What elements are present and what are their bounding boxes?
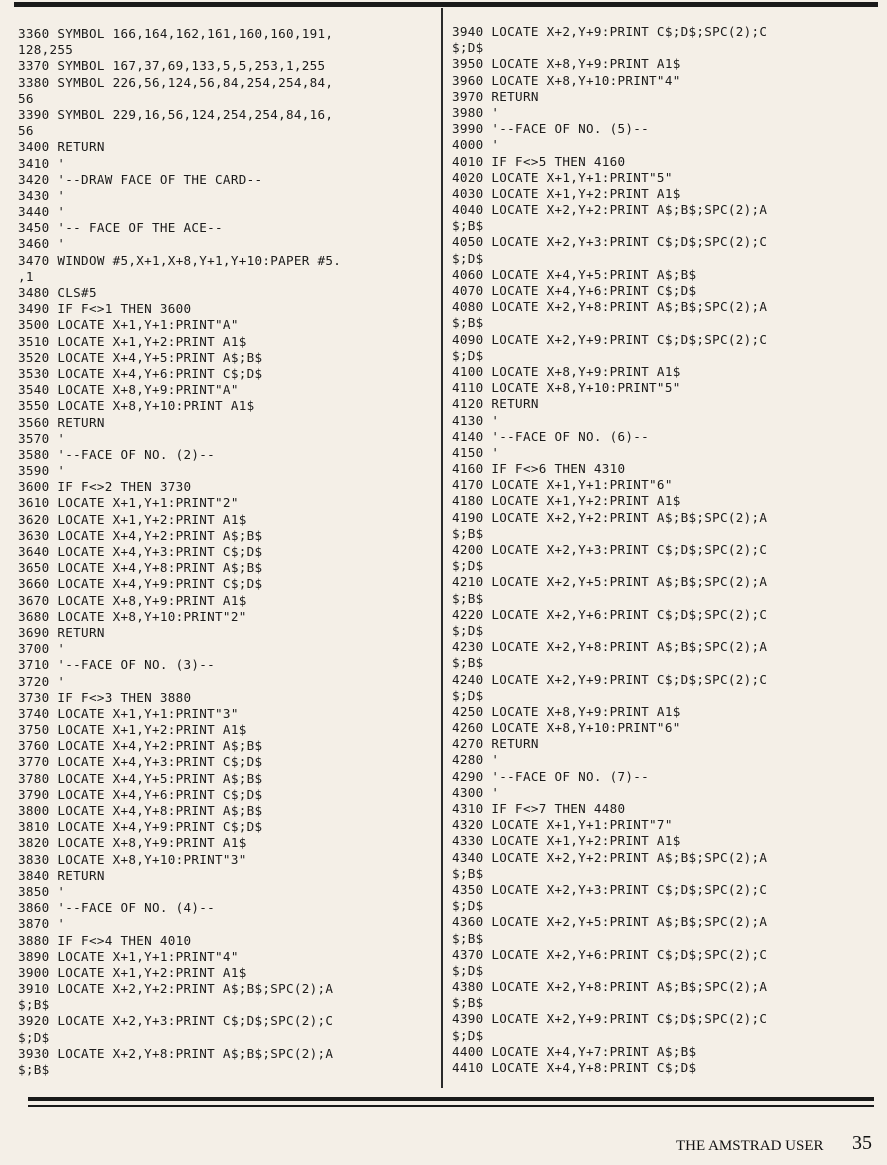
code-line: 4150 '	[452, 444, 500, 460]
code-line: 3840 RETURN	[18, 867, 105, 883]
code-line: 3900 LOCATE X+1,Y+2:PRINT A1$	[18, 964, 247, 980]
code-line: 4230 LOCATE X+2,Y+8:PRINT A$;B$;SPC(2);A	[452, 639, 768, 655]
code-line: 4290 '--FACE OF NO. (7)--	[452, 768, 650, 784]
code-line: $;B$	[18, 1062, 50, 1077]
code-line: 3880 IF F<>4 THEN 4010	[18, 932, 192, 948]
code-line: 3500 LOCATE X+1,Y+1:PRINT"A"	[18, 317, 239, 333]
code-line: 4090 LOCATE X+2,Y+9:PRINT C$;D$;SPC(2);C	[452, 331, 768, 347]
code-line: 3490 IF F<>1 THEN 3600	[18, 301, 192, 317]
code-line: $;D$	[452, 250, 484, 266]
code-line: 3860 '--FACE OF NO. (4)--	[18, 900, 216, 916]
code-line: 4200 LOCATE X+2,Y+3:PRINT C$;D$;SPC(2);C	[452, 542, 768, 557]
code-line: 4240 LOCATE X+2,Y+9:PRINT C$;D$;SPC(2);C	[452, 671, 768, 687]
code-line: 4260 LOCATE X+8,Y+10:PRINT"6"	[452, 720, 681, 736]
code-line: 3930 LOCATE X+2,Y+8:PRINT A$;B$;SPC(2);A	[18, 1045, 334, 1061]
code-line: 4390 LOCATE X+2,Y+9:PRINT C$;D$;SPC(2);C	[452, 1011, 768, 1027]
code-line: 4340 LOCATE X+2,Y+2:PRINT A$;B$;SPC(2);A	[452, 849, 768, 865]
code-line: 3410 '	[18, 155, 66, 171]
code-line: 3660 LOCATE X+4,Y+9:PRINT C$;D$	[18, 576, 263, 592]
code-line: 4380 LOCATE X+2,Y+8:PRINT A$;B$;SPC(2);A	[452, 979, 768, 995]
code-line: 3420 '--DRAW FACE OF THE CARD--	[18, 171, 263, 187]
code-line: 4210 LOCATE X+2,Y+5:PRINT A$;B$;SPC(2);A	[452, 574, 768, 590]
listing-left-column	[18, 26, 436, 1078]
code-line: 3830 LOCATE X+8,Y+10:PRINT"3"	[18, 851, 247, 867]
code-line: $;D$	[18, 1029, 50, 1045]
code-line: $;B$	[452, 315, 484, 331]
code-line: 3610 LOCATE X+1,Y+1:PRINT"2"	[18, 495, 239, 511]
code-line: 4170 LOCATE X+1,Y+1:PRINT"6"	[452, 477, 673, 493]
code-line: $;D$	[452, 962, 484, 978]
code-line: 4310 IF F<>7 THEN 4480	[452, 801, 626, 816]
code-line: 3590 '	[18, 463, 66, 479]
code-line: 3720 '	[18, 673, 66, 689]
code-line: $;D$	[452, 1027, 484, 1043]
code-line: $;B$	[452, 865, 484, 881]
code-line: 3540 LOCATE X+8,Y+9:PRINT"A"	[18, 382, 239, 398]
code-line: $;B$	[452, 655, 484, 671]
listing-right-column	[452, 24, 882, 1076]
code-line: 3910 LOCATE X+2,Y+2:PRINT A$;B$;SPC(2);A	[18, 981, 334, 997]
code-line: 3370 SYMBOL 167,37,69,133,5,5,253,1,255	[18, 58, 326, 74]
code-line: 56	[18, 90, 34, 106]
code-line: 3990 '--FACE OF NO. (5)--	[452, 121, 650, 137]
page-number: 35	[852, 1132, 872, 1154]
code-line: 4270 RETURN	[452, 736, 539, 752]
code-line: 3770 LOCATE X+4,Y+3:PRINT C$;D$	[18, 754, 263, 770]
code-line: 4100 LOCATE X+8,Y+9:PRINT A1$	[452, 363, 681, 379]
code-line: $;B$	[452, 525, 484, 541]
code-line: 3510 LOCATE X+1,Y+2:PRINT A1$	[18, 333, 247, 349]
code-line: 4070 LOCATE X+4,Y+6:PRINT C$;D$	[452, 283, 697, 298]
code-line: 4010 IF F<>5 THEN 4160	[452, 153, 626, 169]
code-line: 4030 LOCATE X+1,Y+2:PRINT A1$	[452, 185, 681, 201]
code-line: 4110 LOCATE X+8,Y+10:PRINT"5"	[452, 380, 681, 396]
code-line: 3850 '	[18, 883, 66, 899]
code-line: $;D$	[452, 898, 484, 914]
code-line: 4400 LOCATE X+4,Y+7:PRINT A$;B$	[452, 1043, 697, 1059]
code-line: 3550 LOCATE X+8,Y+10:PRINT A1$	[18, 398, 255, 414]
code-line: 3680 LOCATE X+8,Y+10:PRINT"2"	[18, 608, 247, 624]
code-line: 3800 LOCATE X+4,Y+8:PRINT A$;B$	[18, 803, 263, 818]
code-line: 4280 '	[452, 752, 500, 768]
code-line: 3390 SYMBOL 229,16,56,124,254,254,84,16,	[18, 106, 334, 122]
code-line: 3870 '	[18, 916, 66, 932]
code-line: 128,255	[18, 42, 74, 58]
code-line: 56	[18, 123, 34, 139]
code-line: 3960 LOCATE X+8,Y+10:PRINT"4"	[452, 72, 681, 88]
code-line: 4190 LOCATE X+2,Y+2:PRINT A$;B$;SPC(2);A	[452, 509, 768, 525]
code-line: 4360 LOCATE X+2,Y+5:PRINT A$;B$;SPC(2);A	[452, 914, 768, 930]
code-line: 3940 LOCATE X+2,Y+9:PRINT C$;D$;SPC(2);C	[452, 24, 768, 39]
code-line: 4220 LOCATE X+2,Y+6:PRINT C$;D$;SPC(2);C	[452, 606, 768, 622]
code-line: 3730 IF F<>3 THEN 3880	[18, 689, 192, 705]
bottom-rule	[28, 1097, 874, 1101]
code-line: 4350 LOCATE X+2,Y+3:PRINT C$;D$;SPC(2);C	[452, 881, 768, 897]
code-line: 3700 '	[18, 641, 66, 657]
code-line: 3780 LOCATE X+4,Y+5:PRINT A$;B$	[18, 770, 263, 786]
code-line: 3710 '--FACE OF NO. (3)--	[18, 657, 216, 673]
code-line: 4120 RETURN	[452, 396, 539, 412]
page-footer	[0, 1132, 887, 1162]
code-line: 3750 LOCATE X+1,Y+2:PRINT A1$	[18, 722, 247, 738]
code-line: $;B$	[452, 590, 484, 606]
code-line: 4410 LOCATE X+4,Y+8:PRINT C$;D$	[452, 1060, 697, 1075]
code-line: 3460 '	[18, 236, 66, 252]
code-line: $;D$	[452, 558, 484, 574]
code-line: 4050 LOCATE X+2,Y+3:PRINT C$;D$;SPC(2);C	[452, 234, 768, 250]
code-line: 3760 LOCATE X+4,Y+2:PRINT A$;B$	[18, 738, 263, 754]
code-line: 3640 LOCATE X+4,Y+3:PRINT C$;D$	[18, 544, 263, 559]
code-line: $;B$	[452, 995, 484, 1011]
publication-name: THE AMSTRAD USER	[676, 1138, 824, 1154]
code-line: 3740 LOCATE X+1,Y+1:PRINT"3"	[18, 705, 239, 721]
code-line: 4140 '--FACE OF NO. (6)--	[452, 428, 650, 444]
code-line: 3810 LOCATE X+4,Y+9:PRINT C$;D$	[18, 819, 263, 835]
code-line: $;B$	[452, 218, 484, 234]
code-line: 3560 RETURN	[18, 414, 105, 430]
code-line: 3950 LOCATE X+8,Y+9:PRINT A1$	[452, 56, 681, 72]
code-line: 4080 LOCATE X+2,Y+8:PRINT A$;B$;SPC(2);A	[452, 299, 768, 315]
code-line: 4370 LOCATE X+2,Y+6:PRINT C$;D$;SPC(2);C	[452, 946, 768, 962]
code-line: 3360 SYMBOL 166,164,162,161,160,160,191,	[18, 26, 334, 41]
code-line: 3920 LOCATE X+2,Y+3:PRINT C$;D$;SPC(2);C	[18, 1013, 334, 1029]
code-line: 4020 LOCATE X+1,Y+1:PRINT"5"	[452, 169, 673, 185]
code-line: 3890 LOCATE X+1,Y+1:PRINT"4"	[18, 948, 239, 964]
code-line: 4320 LOCATE X+1,Y+1:PRINT"7"	[452, 817, 673, 833]
code-line: 3520 LOCATE X+4,Y+5:PRINT A$;B$	[18, 349, 263, 365]
code-line: ,1	[18, 268, 34, 284]
code-line: 3430 '	[18, 187, 66, 203]
code-line: 3380 SYMBOL 226,56,124,56,84,254,254,84,	[18, 74, 334, 90]
code-line: 3470 WINDOW #5,X+1,X+8,Y+1,Y+10:PAPER #5.	[18, 252, 342, 268]
code-line: 3480 CLS#5	[18, 285, 97, 300]
code-line: 3580 '--FACE OF NO. (2)--	[18, 446, 216, 462]
code-line: 4300 '	[452, 784, 500, 800]
code-line: $;D$	[452, 622, 484, 638]
code-line: 3530 LOCATE X+4,Y+6:PRINT C$;D$	[18, 365, 263, 381]
code-line: 3970 RETURN	[452, 88, 539, 104]
code-line: 4330 LOCATE X+1,Y+2:PRINT A1$	[452, 833, 681, 849]
code-line: 4130 '	[452, 412, 500, 428]
code-line: 4160 IF F<>6 THEN 4310	[452, 461, 626, 477]
code-line: 3400 RETURN	[18, 139, 105, 155]
code-line: 4040 LOCATE X+2,Y+2:PRINT A$;B$;SPC(2);A	[452, 202, 768, 218]
bottom-rule-thin	[28, 1105, 874, 1107]
code-line: $;D$	[452, 687, 484, 703]
code-line: 4180 LOCATE X+1,Y+2:PRINT A1$	[452, 493, 681, 509]
code-line: 3650 LOCATE X+4,Y+8:PRINT A$;B$	[18, 560, 263, 576]
code-line: 4250 LOCATE X+8,Y+9:PRINT A1$	[452, 703, 681, 719]
code-line: 3670 LOCATE X+8,Y+9:PRINT A1$	[18, 592, 247, 608]
top-rule	[14, 2, 878, 7]
column-divider	[441, 8, 443, 1088]
code-line: $;D$	[452, 40, 484, 56]
code-line: 3620 LOCATE X+1,Y+2:PRINT A1$	[18, 511, 247, 527]
code-line: 3820 LOCATE X+8,Y+9:PRINT A1$	[18, 835, 247, 851]
code-line: 4060 LOCATE X+4,Y+5:PRINT A$;B$	[452, 266, 697, 282]
code-line: $;D$	[452, 347, 484, 363]
code-line: 3690 RETURN	[18, 624, 105, 640]
code-line: 3600 IF F<>2 THEN 3730	[18, 479, 192, 495]
code-line: 3630 LOCATE X+4,Y+2:PRINT A$;B$	[18, 527, 263, 543]
code-line: 4000 '	[452, 137, 500, 153]
code-line: 3440 '	[18, 204, 66, 220]
code-line: $;B$	[452, 930, 484, 946]
code-line: 3980 '	[452, 104, 500, 120]
code-line: 3570 '	[18, 430, 66, 446]
code-line: $;B$	[18, 997, 50, 1013]
code-line: 3450 '-- FACE OF THE ACE--	[18, 220, 223, 236]
code-line: 3790 LOCATE X+4,Y+6:PRINT C$;D$	[18, 786, 263, 802]
